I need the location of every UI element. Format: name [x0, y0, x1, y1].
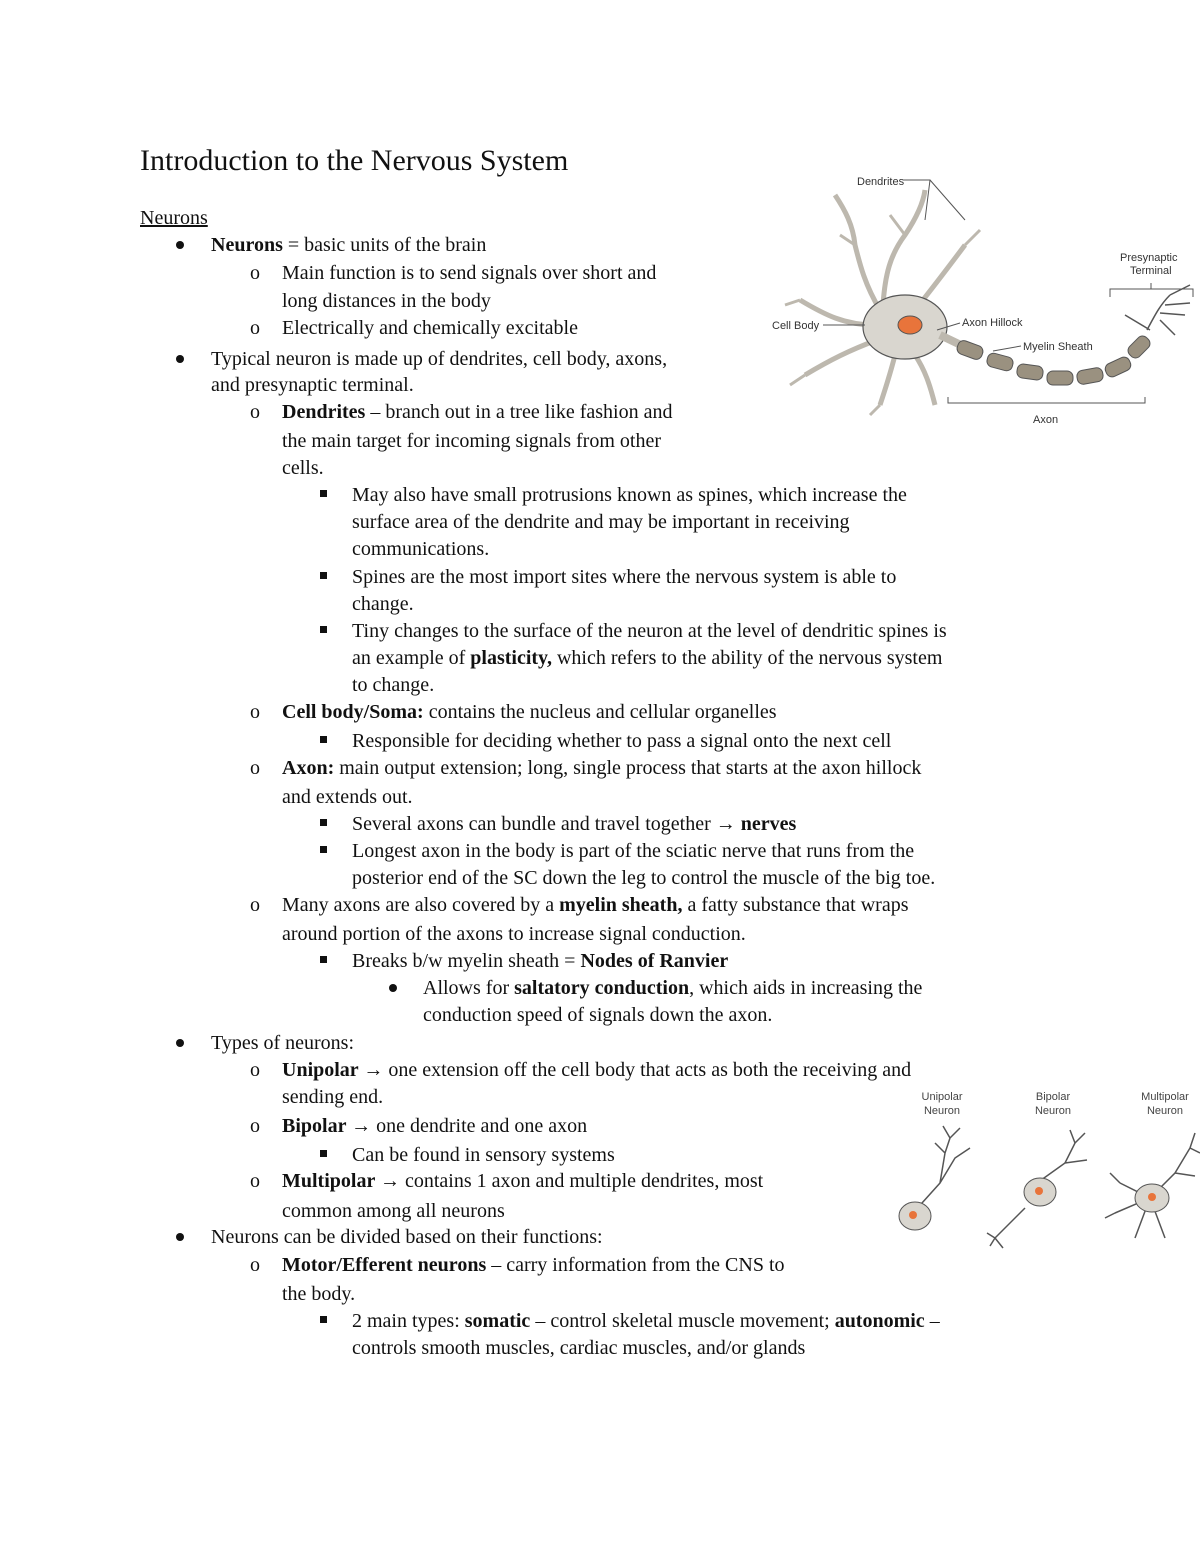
text-line: Cell body/Soma: contains the nucleus and cellular organelles: [282, 701, 777, 723]
label-unipolar-1: Unipolar: [921, 1091, 963, 1103]
neuron-types-diagram: [895, 1088, 1200, 1253]
text-line: around portion of the axons to increase signal conduction.: [282, 923, 746, 945]
text-line: Longest axon in the body is part of the sciatic nerve that runs from the: [352, 840, 915, 862]
text-line: conduction speed of signals down the axon.: [423, 1004, 773, 1026]
section-heading: Neurons: [140, 207, 208, 229]
text-line: communications.: [352, 538, 490, 560]
label-dendrites: Dendrites: [857, 176, 905, 188]
text-line: Many axons are also covered by a myelin sheath, a fatty substance that wraps: [282, 894, 909, 916]
text-line: cells.: [282, 457, 324, 479]
text-line: long distances in the body: [282, 290, 491, 312]
bullet-square: [320, 736, 327, 743]
sub-bullet-marker: o: [250, 262, 260, 284]
nucleus-shape: [898, 316, 922, 334]
label-multipolar-1: Multipolar: [1141, 1091, 1189, 1103]
text-line: Tiny changes to the surface of the neuron at the level of dendritic spines is: [352, 620, 947, 642]
label-cell-body: Cell Body: [772, 320, 820, 332]
bullet-dot: [176, 355, 184, 363]
bullet-square: [320, 956, 327, 963]
sub-bullet-marker: o: [250, 1059, 260, 1081]
text-line: Axon: main output extension; long, single process that starts at the axon hillock: [282, 757, 922, 779]
text-line: Motor/Efferent neurons – carry information from the CNS to: [282, 1254, 785, 1276]
text-line: Dendrites – branch out in a tree like fashion and: [282, 401, 673, 423]
label-presynaptic-1: Presynaptic: [1120, 252, 1178, 264]
label-bipolar-2: Neuron: [1034, 1105, 1072, 1117]
sub-bullet-marker: o: [250, 401, 260, 423]
sub-bullet-marker: o: [250, 1115, 260, 1137]
text-line: Types of neurons:: [211, 1032, 355, 1054]
text-line: Several axons can bundle and travel together → nerves: [352, 813, 797, 835]
text-line: Bipolar → one dendrite and one axon: [282, 1115, 588, 1137]
label-bipolar-1: Bipolar: [1035, 1091, 1071, 1103]
bullet-dot: [176, 241, 184, 249]
text-line: and presynaptic terminal.: [211, 374, 414, 396]
text-line: May also have small protrusions known as spines, which increase the: [352, 484, 907, 506]
bullet-square: [320, 626, 327, 633]
bullet-dot: [176, 1039, 184, 1047]
bullet-square: [320, 490, 327, 497]
text-line: sending end.: [282, 1086, 384, 1108]
text-line: an example of plasticity, which refers to the ability of the nervous system: [352, 647, 943, 669]
bullet-dot: [176, 1233, 184, 1241]
text-line: Responsible for deciding whether to pass a signal onto the next cell: [352, 730, 892, 752]
sub-bullet-marker: o: [250, 894, 260, 916]
bullet-dot: [389, 984, 397, 992]
text-line: change.: [352, 593, 414, 615]
text-line: Neurons can be divided based on their functions:: [211, 1226, 603, 1248]
text-line: and extends out.: [282, 786, 413, 808]
text-line: controls smooth muscles, cardiac muscles, and/or glands: [352, 1337, 806, 1359]
page-title: Introduction to the Nervous System: [140, 144, 569, 177]
text-line: Main function is to send signals over short and: [282, 262, 657, 284]
text-line: Can be found in sensory systems: [352, 1144, 615, 1166]
unipolar-neuron-shape: [913, 1126, 970, 1213]
bullet-square: [320, 572, 327, 579]
text-line: Breaks b/w myelin sheath = Nodes of Ranvier: [352, 950, 729, 972]
label-unipolar-2: Neuron: [923, 1105, 961, 1117]
label-multipolar-2: Neuron: [1146, 1105, 1184, 1117]
label-axon: Axon: [1033, 414, 1059, 426]
bullet-square: [320, 1316, 327, 1323]
text-line: the body.: [282, 1283, 356, 1305]
text-line: the main target for incoming signals from other: [282, 430, 661, 452]
text-line: to change.: [352, 674, 435, 696]
text-line: common among all neurons: [282, 1200, 505, 1222]
sub-bullet-marker: o: [250, 757, 260, 779]
label-myelin-sheath: Myelin Sheath: [1023, 341, 1093, 353]
bullet-square: [320, 846, 327, 853]
text-line: surface area of the dendrite and may be important in receiving: [352, 511, 850, 533]
sub-bullet-marker: o: [250, 701, 260, 723]
text-line: Allows for saltatory conduction, which aids in increasing the: [423, 977, 923, 999]
sub-bullet-marker: o: [250, 1254, 260, 1276]
sub-bullet-marker: o: [250, 1170, 260, 1192]
text-line: Multipolar → contains 1 axon and multiple dendrites, most: [282, 1170, 764, 1192]
text-line: Typical neuron is made up of dendrites, cell body, axons,: [211, 348, 668, 370]
text-line: Electrically and chemically excitable: [282, 317, 578, 339]
label-axon-hillock: Axon Hillock: [962, 317, 1023, 329]
text-line: Neurons = basic units of the brain: [211, 234, 487, 256]
text-line: posterior end of the SC down the leg to control the muscle of the big toe.: [352, 867, 936, 889]
text-line: 2 main types: somatic – control skeletal muscle movement; autonomic –: [352, 1310, 940, 1332]
bullet-square: [320, 819, 327, 826]
sub-bullet-marker: o: [250, 317, 260, 339]
label-presynaptic-2: Terminal: [1130, 265, 1172, 277]
text-line: Spines are the most import sites where the nervous system is able to: [352, 566, 897, 588]
neuron-diagram: [765, 165, 1200, 430]
bullet-square: [320, 1150, 327, 1157]
text-line: Unipolar → one extension off the cell body that acts as both the receiving and: [282, 1059, 912, 1081]
